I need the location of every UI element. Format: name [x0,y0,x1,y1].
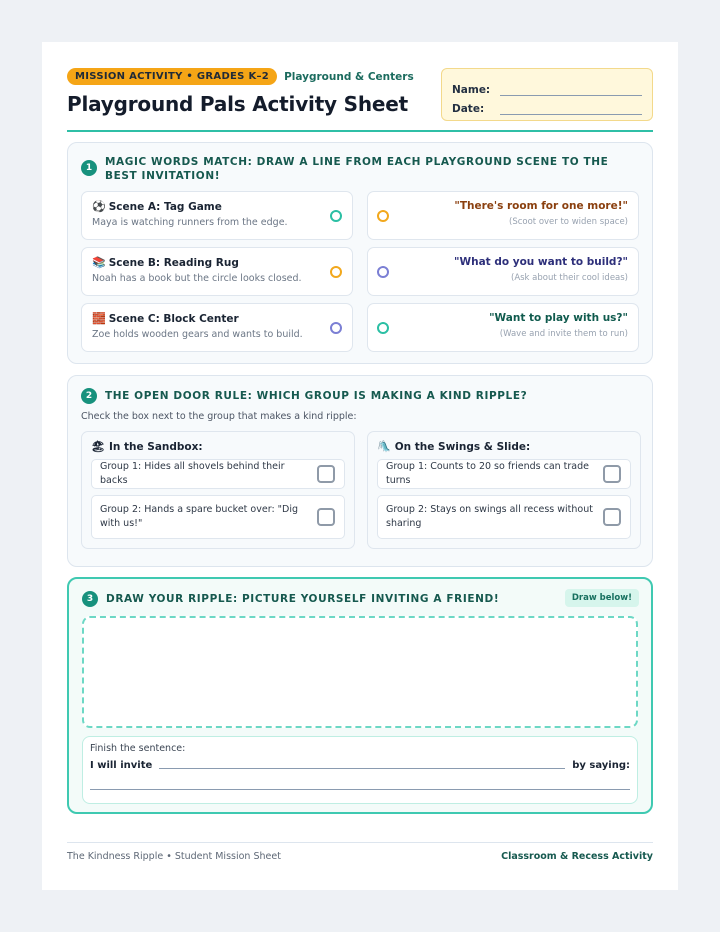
group-option[interactable] [377,495,631,539]
match-dot[interactable] [377,210,389,222]
scene-description: Maya is watching runners from the edge. [92,217,288,228]
section-number: 2 [81,388,97,404]
scene-description: Noah has a book but the circle looks closed. [92,273,302,284]
group-option[interactable] [377,459,631,489]
section1-heading [81,155,639,183]
checkbox[interactable] [603,465,621,483]
invitation-card [367,303,639,352]
date-field[interactable] [500,103,642,115]
section-title: THE OPEN DOOR RULE: WHICH GROUP IS MAKING A KIND RIPPLE? [105,390,528,402]
scene-card [81,191,353,240]
footer [67,842,653,862]
grade-tag: MISSION ACTIVITY • GRADES K–2 [67,68,277,85]
invitation-card [367,247,639,296]
group-title [91,440,345,453]
date-row [452,96,642,115]
group-option[interactable] [91,459,345,489]
option-text: Group 1: Hides all shovels behind their backs [100,461,285,486]
invitation-hint: (Wave and invite them to run) [499,329,628,339]
page-title: Playground Pals Activity Sheet [67,92,408,116]
scene-title-text: Scene A: Tag Game [108,200,222,213]
section-number: 1 [81,160,97,176]
match-dot[interactable] [377,322,389,334]
scene-title [92,312,342,325]
invitation-quote: "What do you want to build?" [454,256,628,268]
invitation-hint: (Scoot over to widen space) [509,217,628,227]
prompt-end: by saying: [572,760,630,771]
invitation-hint: (Ask about their cool ideas) [511,273,628,283]
scene-title-text: Scene B: Reading Rug [108,256,239,269]
scene-card [81,303,353,352]
name-field[interactable] [500,84,642,96]
checkbox[interactable] [317,508,335,526]
prompt-start: I will invite [90,760,153,771]
finish-label: Finish the sentence: [90,743,186,754]
name-row [452,77,642,96]
scene-title [92,256,342,269]
date-label: Date: [452,103,485,115]
group-box [81,431,355,549]
invitation-quote: "There's room for one more!" [454,200,628,212]
scene-description: Zoe holds wooden gears and wants to build. [92,329,303,340]
header-divider [67,130,653,132]
scene-title-text: Scene C: Block Center [108,312,239,325]
scene-card [81,247,353,296]
option-text: Group 2: Stays on swings all recess without sharing [386,504,593,529]
scene-title [92,200,342,213]
draw-below-badge: Draw below! [565,589,639,607]
group-columns [81,431,639,549]
footer-left: The Kindness Ripple • Student Mission Sheet [67,851,281,862]
group-option[interactable] [91,495,345,539]
finish-sentence-box [82,736,638,804]
checkbox[interactable] [603,508,621,526]
slide-icon: 🛝 [377,440,391,453]
group-title-text: In the Sandbox: [108,440,203,453]
group-box [367,431,641,549]
drawing-area[interactable] [82,616,638,728]
match-dot[interactable] [377,266,389,278]
name-label: Name: [452,84,491,96]
soccer-ball-icon: ⚽ [92,200,106,213]
section-number: 3 [82,591,98,607]
section-title: MAGIC WORDS MATCH: DRAW A LINE FROM EACH PLAYGROUND SCENE TO THE BEST INVITATION! [105,156,609,182]
group-title-text: On the Swings & Slide: [394,440,531,453]
saying-blank[interactable] [90,789,630,790]
section-magic-words-match [67,142,653,364]
invitation-quote: "Want to play with us?" [489,312,628,324]
section3-heading [82,591,638,607]
friend-name-blank[interactable] [159,761,565,769]
section-instruction: Check the box next to the group that makes a kind ripple: [81,411,357,422]
section-open-door-rule [67,375,653,567]
option-text: Group 2: Hands a spare bucket over: "Dig with us!" [100,504,299,529]
activity-sheet [42,42,678,890]
section-title: DRAW YOUR RIPPLE: PICTURE YOURSELF INVITING A FRIEND! [106,593,500,605]
match-dot[interactable] [330,266,342,278]
match-dot[interactable] [330,210,342,222]
sandbox-icon: 🏖 [91,440,105,453]
checkbox[interactable] [317,465,335,483]
blocks-icon: 🧱 [92,312,106,325]
option-text: Group 1: Counts to 20 so friends can trade turns [386,461,590,486]
match-grid [81,191,639,352]
sentence-row [90,760,630,771]
footer-right: Classroom & Recess Activity [501,851,653,862]
match-dot[interactable] [330,322,342,334]
name-date-box [441,68,653,121]
section-draw-your-ripple [67,577,653,814]
books-icon: 📚 [92,256,106,269]
setting-subtitle: Playground & Centers [284,70,414,83]
group-title [377,440,631,453]
invitation-card [367,191,639,240]
section2-heading [81,388,639,404]
